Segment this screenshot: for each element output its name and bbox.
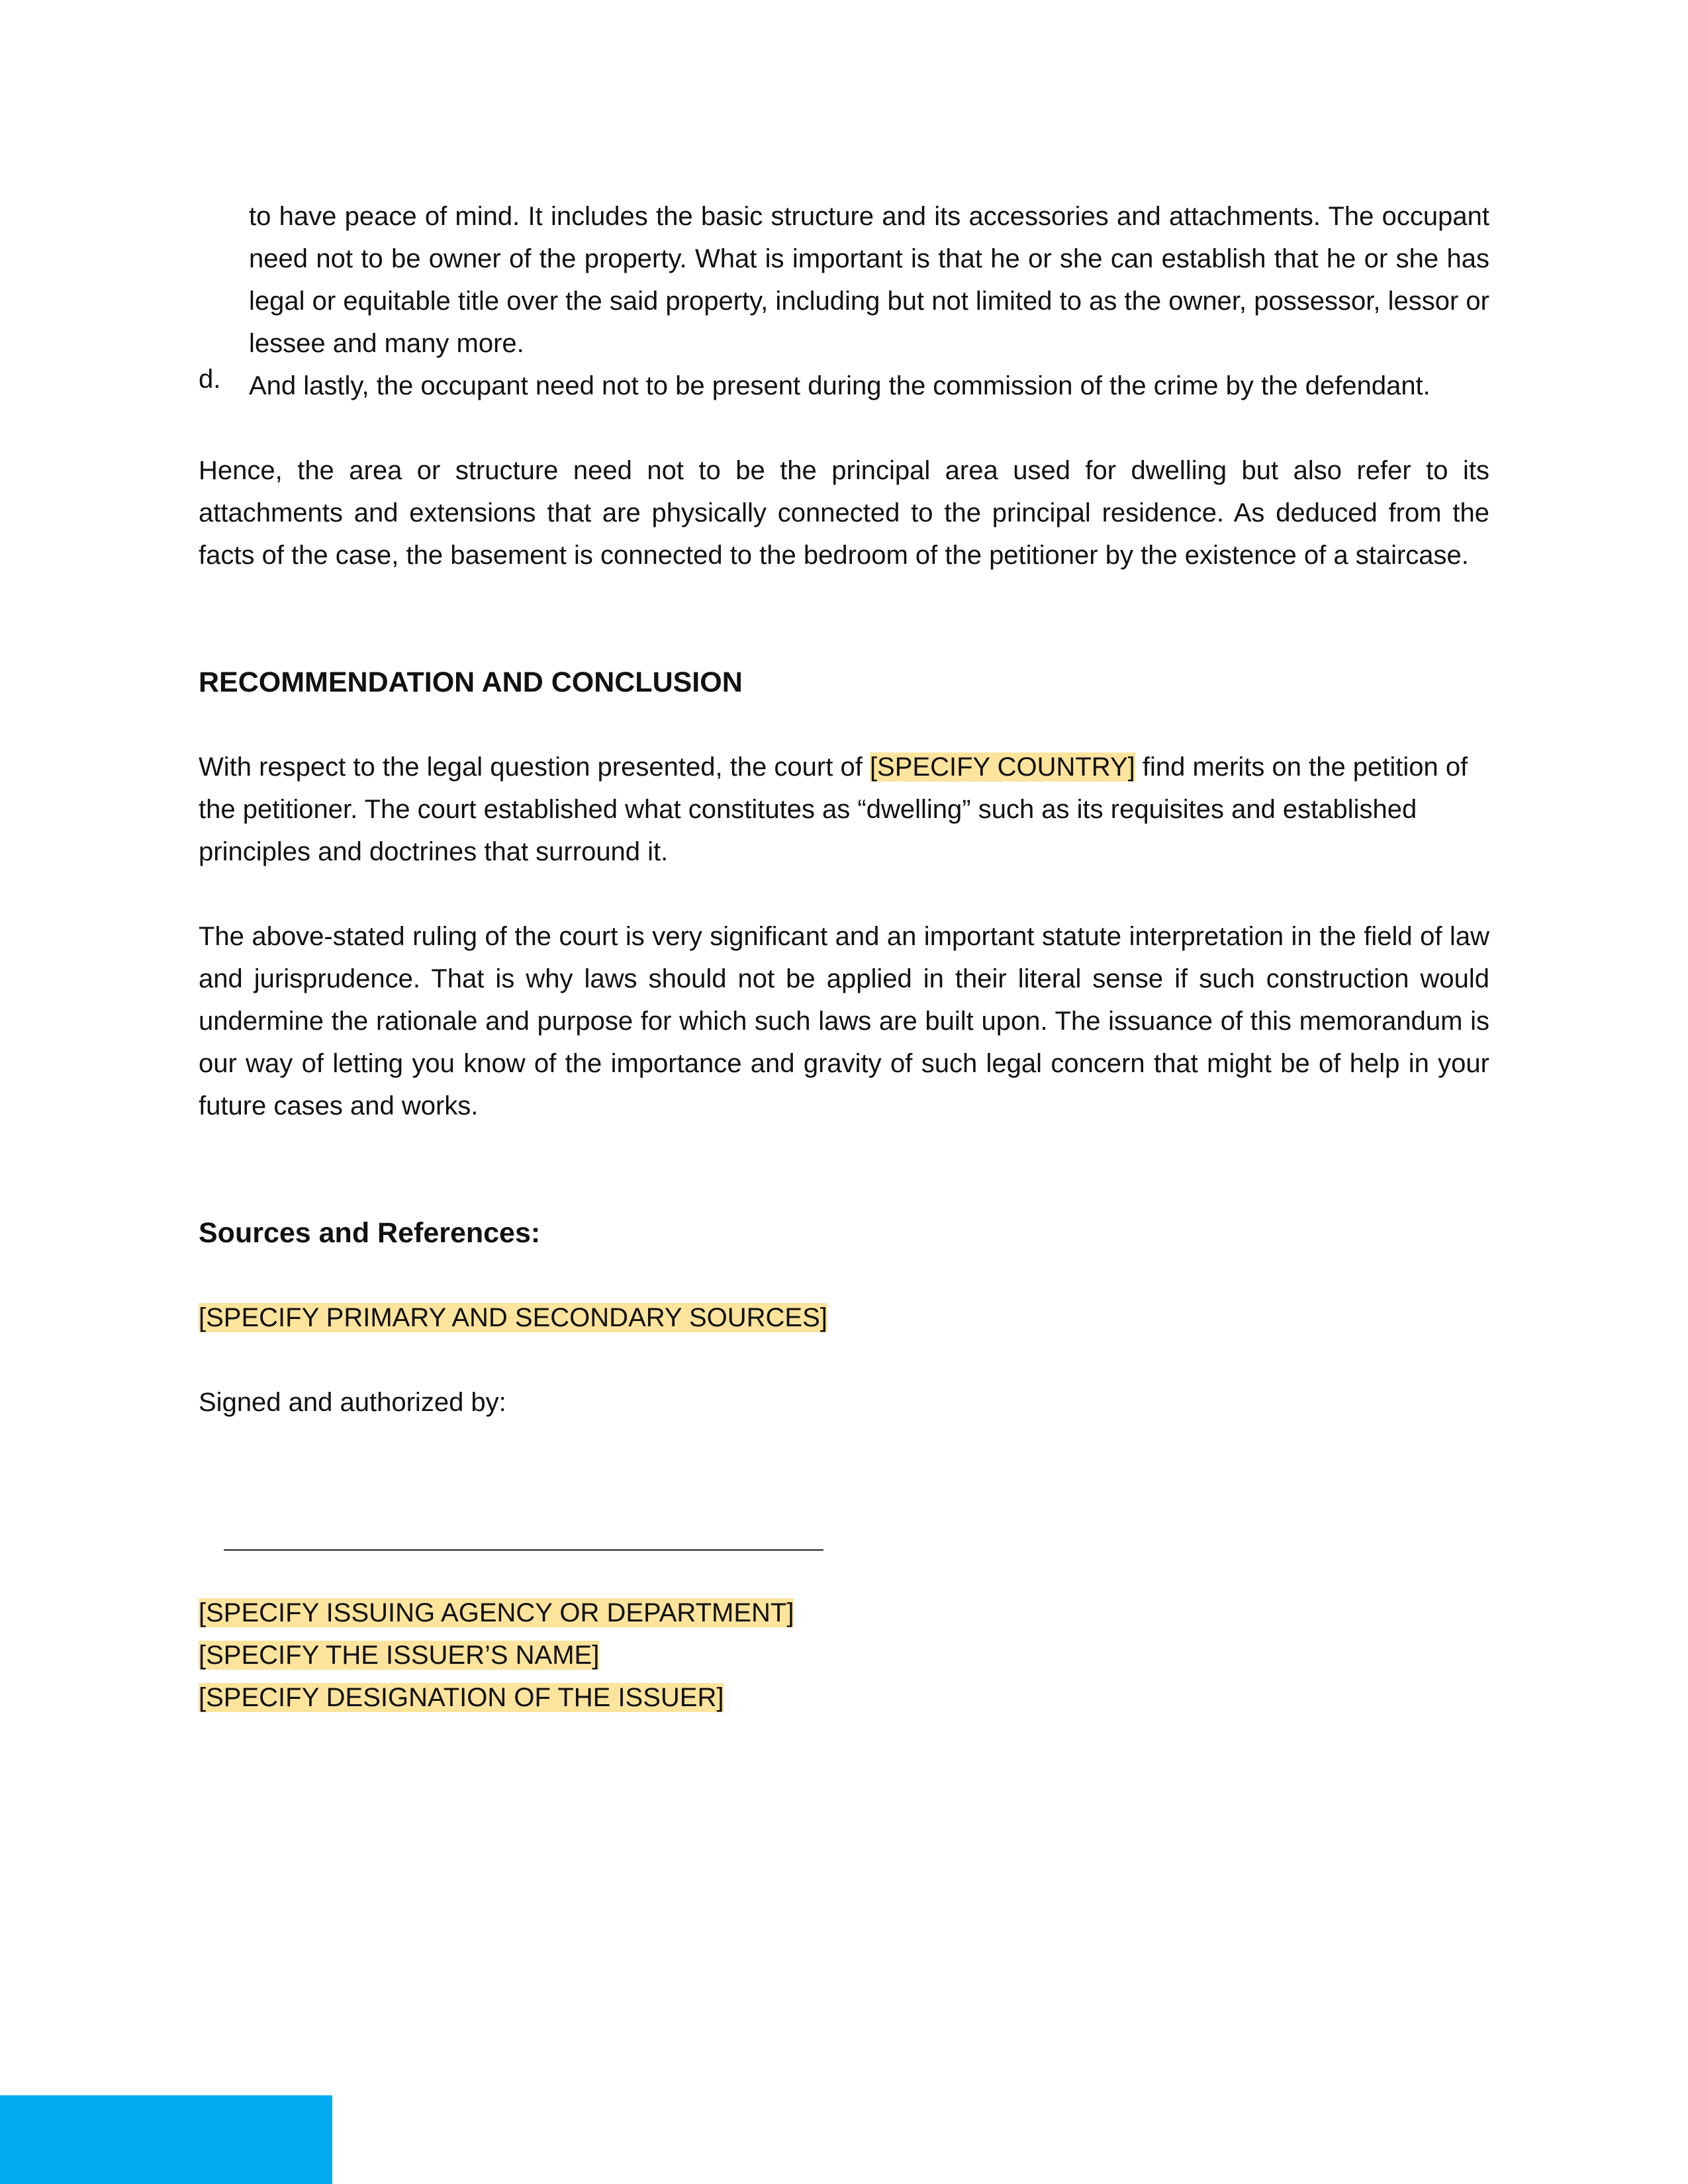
recommendation-paragraph-2: The above-stated ruling of the court is very significant and an important statute interpretation in the field of law and jurisprudence. That is why laws should not be applied in their literal sense if such construction would undermine the rationale and purpose for which such laws are built upon. The issuance of this memorandum is our way of letting you know of the importance and gravity of such legal concern that might be of help in your future cases and works.: [199, 922, 1489, 1120]
issuer-name-placeholder: [SPECIFY THE ISSUER’S NAME]: [199, 1641, 600, 1670]
issuer-designation-line: [199, 1676, 1489, 1719]
list-marker: d.: [199, 365, 221, 394]
issuer-designation-placeholder: [SPECIFY DESIGNATION OF THE ISSUER]: [199, 1683, 724, 1712]
p1-text-after: find merits on the petition of the petitioner. The court established what constitutes as “dwelling” such as its requisites and established principles and doctrines that surround it.: [199, 752, 1468, 866]
list-item-d: [199, 365, 1489, 407]
list-item-text: And lastly, the occupant need not to be present during the commission of the crime by the defendant.: [249, 371, 1430, 400]
footer-accent-bar: [0, 2095, 332, 2184]
recommendation-paragraph-1: [199, 746, 1489, 873]
continuation-paragraph: to have peace of mind. It includes the basic structure and its accessories and attachments. The occupant need not to be owner of the property. What is important is that he or she can establish that he or she has legal or equitable title over the said property, including but not limited to as the owner, possessor, lessor or lessee and many more.: [249, 202, 1489, 358]
issuer-agency-line: [199, 1592, 1489, 1634]
sources-line: [199, 1297, 1489, 1339]
document-page: [199, 195, 1489, 1719]
p1-text-before: With respect to the legal question presented, the court of: [199, 752, 870, 782]
issuer-agency-placeholder: [SPECIFY ISSUING AGENCY OR DEPARTMENT]: [199, 1598, 794, 1627]
sources-heading: Sources and References:: [199, 1217, 541, 1249]
recommendation-heading: RECOMMENDATION AND CONCLUSION: [199, 666, 743, 698]
issuer-name-line: [199, 1634, 1489, 1676]
signed-label: Signed and authorized by:: [199, 1388, 506, 1417]
sources-placeholder: [SPECIFY PRIMARY AND SECONDARY SOURCES]: [199, 1303, 827, 1332]
hence-paragraph: Hence, the area or structure need not to be the principal area used for dwelling but also refer to its attachments and extensions that are physically connected to the principal residence. As deduced from the facts of the case, the basement is connected to the bedroom of the petitioner by the existence of a staircase.: [199, 456, 1489, 570]
country-placeholder: [SPECIFY COUNTRY]: [869, 752, 1135, 782]
